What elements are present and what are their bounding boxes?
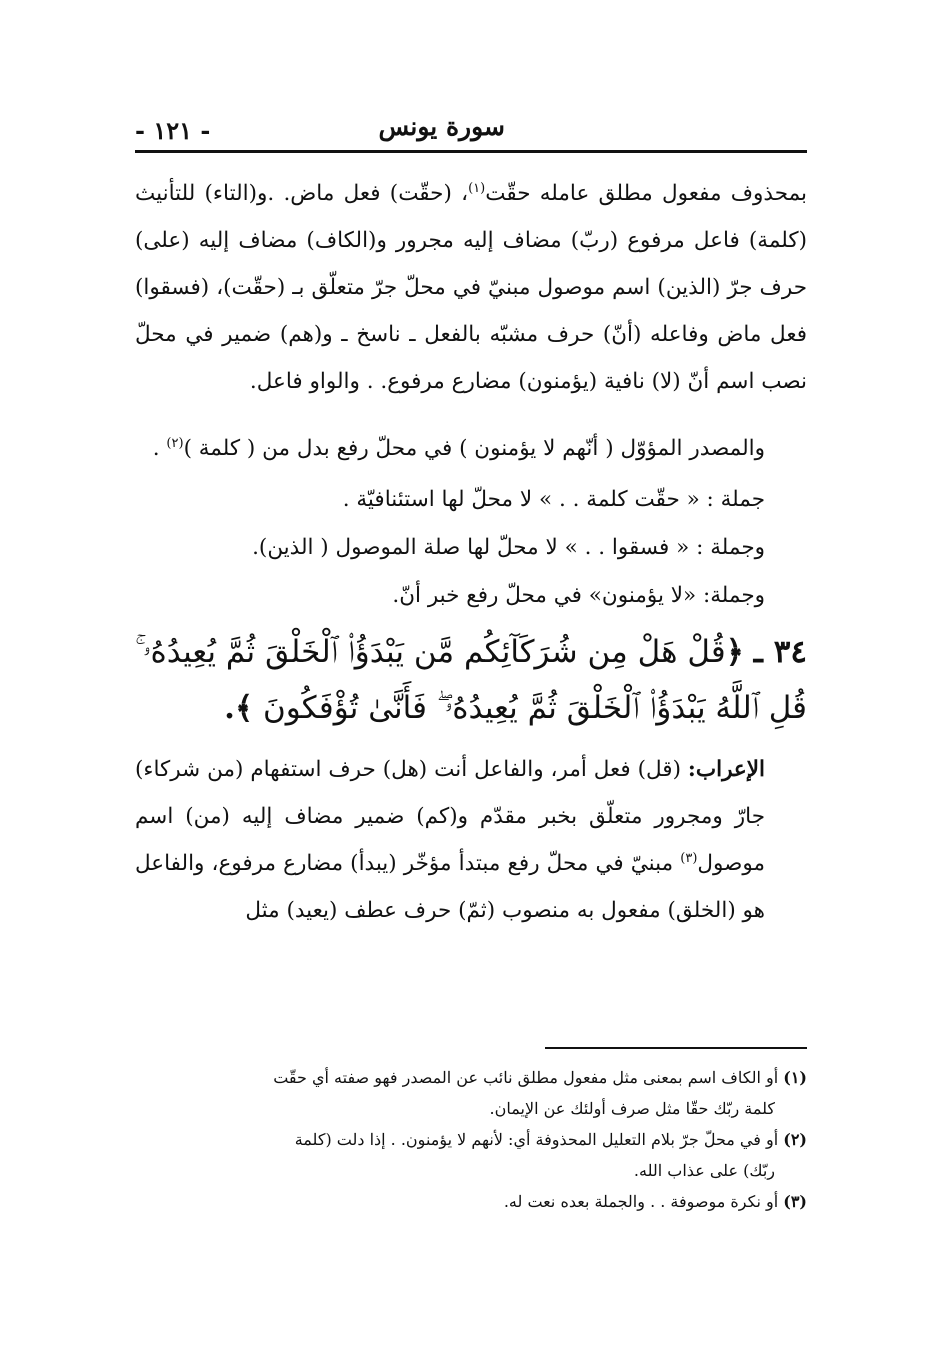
paragraph-1-rest: ، (حقّت) فعل ماض. .و(التاء) للتأنيث (كلمة) فاعل مرفوع (ربّ) مضاف إليه مجرور و(الكاف) مضاف إليه (على) حرف جرّ (الذين) اسم موصول مبنيّ في محلّ جرّ متعلّق بـ (حقّت)، (فسقوا) فعل ماض وفاعله (أنّ) حرف مشبّه بالفعل ـ ناسخ ـ و(هم) ضمير في محلّ نصب اسم أنّ (لا) نافية (يؤمنون) مضارع مرفوع. . والواو فاعل.	[135, 181, 807, 394]
footnote-1-line-1: أو الكاف اسم بمعنى مثل مفعول مطلق نائب عن المصدر فهو صفته أي حقّت	[273, 1068, 784, 1087]
footnote-2-line-2: ربّك) على عذاب الله.	[633, 1161, 775, 1180]
page-number: - ١٢١ -	[135, 116, 211, 145]
verse-close-bracket: ﴾.	[224, 690, 254, 726]
footnote-3-number: (٣)	[783, 1192, 807, 1211]
footnote-1-number: (١)	[783, 1068, 807, 1087]
quran-verse	[135, 624, 807, 736]
irab-label: الإعراب:	[687, 757, 765, 782]
paragraph-1-text: بمحذوف مفعول مطلق عامله حقّت	[485, 181, 807, 206]
verse-open-bracket: ﴿	[725, 634, 744, 670]
paragraph-2	[135, 425, 807, 472]
page-header	[135, 112, 805, 152]
footnote-3	[135, 1186, 807, 1217]
verse-text: قُلْ هَلْ مِن شُرَكَآئِكُم مَّن يَبْدَؤُا۟ ٱلْخَلْقَ ثُمَّ يُعِيدُهُۥ ۚ قُلِ ٱللَّهُ يَبْدَؤُا۟ ٱلْخَلْقَ ثُمَّ يُعِيدُهُۥ ۖ فَأَنَّىٰ تُؤْفَكُونَ	[135, 634, 807, 726]
irab-text-1: (قل) فعل أمر، والفاعل أنت (هل) حرف استفهام (من شركاء) جارّ ومجرور متعلّق بخبر مقدّم و(كم) ضمير مضاف إليه (من) اسم موصول	[135, 757, 765, 876]
footnote-2	[135, 1124, 807, 1155]
footnote-1-line-2: كلمة ربّك حقّا مثل صرف أولئك عن الإيمان.	[489, 1099, 775, 1118]
jumla-1: جملة : « حقّت كلمة . . » لا محلّ لها استئنافيّة .	[342, 487, 765, 512]
irab-paragraph	[135, 746, 807, 934]
irab-text-2: مبنيّ في محلّ رفع مبتدأ مؤخّر (يبدأ) مضارع مرفوع، والفاعل هو (الخلق) مفعول به منصوب (ثمّ) حرف عطف (يعيد) مثل	[135, 851, 765, 923]
footnotes	[135, 1062, 807, 1217]
footnote-rule	[545, 1047, 807, 1049]
footnote-ref-1: (١)	[468, 180, 486, 196]
paragraph-2-text: والمصدر المؤوّل ( أنّهم لا يؤمنون ) في محلّ رفع بدل من ( كلمة )	[183, 436, 765, 461]
header-rule	[135, 150, 807, 153]
verse-number: ٣٤ ـ	[753, 634, 808, 670]
main-text	[135, 170, 807, 934]
surah-title: سورة يونس	[378, 112, 505, 141]
paragraph-1	[135, 170, 807, 405]
jumla-2: وجملة : « فسقوا . . » لا محلّ لها صلة الموصول ( الذين).	[252, 535, 765, 560]
footnote-ref-3: (٣)	[680, 850, 698, 866]
footnote-2-line-1: أو في محلّ جرّ بلام التعليل المحذوفة أي: لأنهم لا يؤمنون. . إذا دلت (كلمة	[294, 1130, 784, 1149]
paragraph-2-end: .	[152, 436, 167, 461]
jumla-3: وجملة: «لا يؤمنون» في محلّ رفع خبر أنّ.	[392, 583, 765, 608]
footnote-2-number: (٢)	[783, 1130, 807, 1149]
footnote-1	[135, 1062, 807, 1093]
footnote-ref-2: (٢)	[166, 435, 184, 451]
footnote-3-line-1: أو نكرة موصوفة . . والجملة بعده نعت له.	[503, 1192, 784, 1211]
